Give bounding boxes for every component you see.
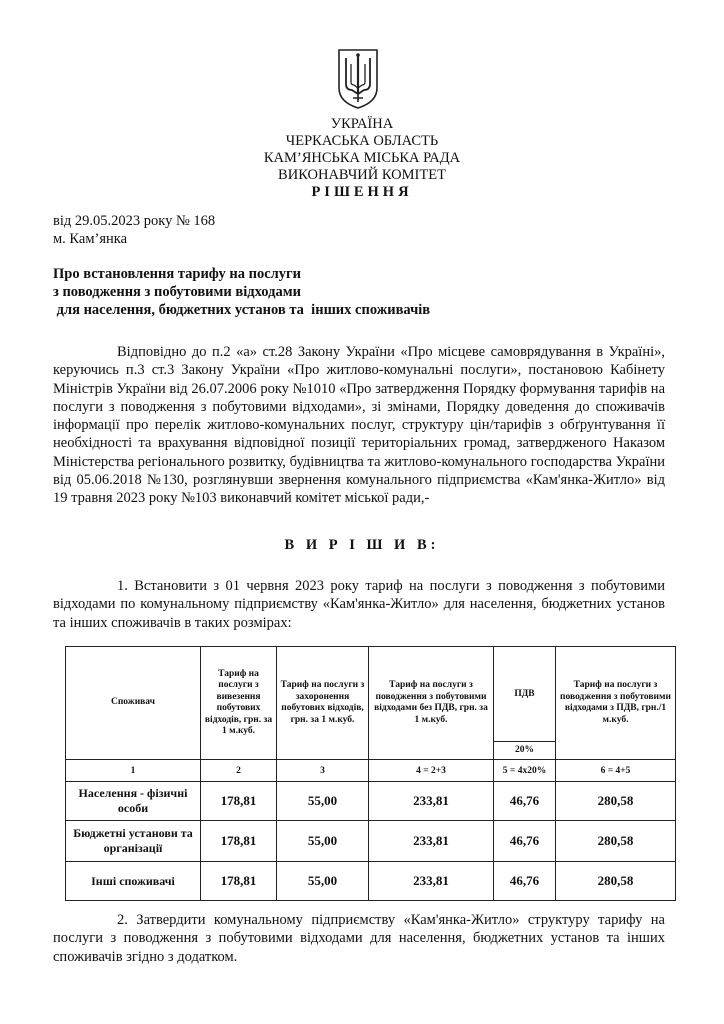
table-cell: 233,81 xyxy=(369,862,494,901)
date-number: від 29.05.2023 року № 168 xyxy=(53,213,216,229)
preamble-paragraph xyxy=(53,343,665,508)
item-1-paragraph xyxy=(53,577,665,632)
table-cell: 280,58 xyxy=(556,862,676,901)
table-cell: 233,81 xyxy=(369,821,494,862)
column-header: Тариф на послуги з поводження з побутовими відходами без ПДВ, грн. за 1 м.куб. xyxy=(369,647,494,760)
council-name: КАМ’ЯНСЬКА МІСЬКА РАДА xyxy=(263,150,461,166)
table-cell: 280,58 xyxy=(556,782,676,821)
document-header xyxy=(0,116,724,201)
consumer-name: Інші споживачі xyxy=(66,862,201,901)
column-index: 3 xyxy=(277,760,369,782)
table-cell: 55,00 xyxy=(277,821,369,862)
resolved-heading: В И Р І Ш И В: xyxy=(284,537,440,553)
column-index: 2 xyxy=(201,760,277,782)
table-cell: 178,81 xyxy=(201,782,277,821)
item-1-text: 1. Встановити з 01 червня 2023 року тариф на послуги з поводження з побутовими відходами по комунальному підприємству «Кам'янка-Житло» для населення, бюджетних установ та інших споживачів в таких розмірах: xyxy=(53,578,665,631)
coat-of-arms-icon xyxy=(337,48,379,110)
subject-line: Про встановлення тарифу на послуги xyxy=(53,266,301,282)
table-cell: 55,00 xyxy=(277,782,369,821)
table-cell: 55,00 xyxy=(277,862,369,901)
preamble-text: Відповідно до п.2 «а» ст.28 Закону України «Про місцеве самоврядування в Україні», керуючись п.3 ст.3 Закону України «Про житлово-комунальні послуги», постановою Кабінету Міністрів України від 26.07.2006 року №1010 «Про затвердження Порядку формування тарифів на послуги з поводження з побутовими відходами», зі змінами, Порядку доведення до споживачів інформації про перелік житлово-комунальних послуг, структуру цін/тарифів з обґрунтування її необхідності та врахування відповідної позиції територіальних громад, затвердженого Наказом Міністерства регіонального розвитку, будівництва та житлово-комунального господарства України від 05.06.2018 №130, розглянувши звернення комунального підприємства «Кам'янка-Житло» від 19 травня 2023 року №103 виконавчий комітет міської ради,- xyxy=(53,344,665,507)
table-cell: 233,81 xyxy=(369,782,494,821)
vat-column-header xyxy=(494,647,556,760)
committee-name: ВИКОНАВЧИЙ КОМІТЕТ xyxy=(278,167,446,183)
vat-rate: 20% xyxy=(494,741,555,759)
region-name: ЧЕРКАСЬКА ОБЛАСТЬ xyxy=(285,133,439,149)
column-header: Споживач xyxy=(66,647,201,760)
column-index: 6 = 4+5 xyxy=(556,760,676,782)
document-type: РІШЕННЯ xyxy=(311,184,413,200)
document-subject xyxy=(53,265,430,319)
tariff-table xyxy=(65,646,676,901)
item-2-text: 2. Затвердити комунальному підприємству «Кам'янка-Житло» структуру тарифу на послуги з поводження з побутовими відходами для населення, бюджетних установ та інших споживачів згідно з додатком. xyxy=(53,912,665,965)
table-cell: 178,81 xyxy=(201,862,277,901)
item-2-paragraph xyxy=(53,911,665,966)
table-cell: 46,76 xyxy=(494,821,556,862)
table-cell: 178,81 xyxy=(201,821,277,862)
column-index-row xyxy=(66,760,676,782)
consumer-name: Бюджетні установи та організації xyxy=(66,821,201,862)
column-index: 5 = 4х20% xyxy=(494,760,556,782)
column-header: Тариф на послуги з вивезення побутових відходів, грн. за 1 м.куб. xyxy=(201,647,277,760)
column-header: ПДВ xyxy=(514,689,535,699)
place: м. Кам’янка xyxy=(53,231,128,247)
table-cell: 280,58 xyxy=(556,821,676,862)
subject-line: для населення, бюджетних установ та інших споживачів xyxy=(53,302,431,318)
subject-line: з поводження з побутовими відходами xyxy=(53,284,301,300)
column-header: Тариф на послуги з захоронення побутових відходів, грн. за 1 м.куб. xyxy=(277,647,369,760)
country-name: УКРАЇНА xyxy=(330,116,394,132)
table-row xyxy=(66,782,676,821)
table-row xyxy=(66,821,676,862)
column-index: 4 = 2+3 xyxy=(369,760,494,782)
consumer-name: Населення - фізичні особи xyxy=(66,782,201,821)
column-index: 1 xyxy=(66,760,201,782)
table-header-row xyxy=(66,647,676,760)
column-header: Тариф на послуги з поводження з побутовими відходами з ПДВ, грн./1 м.куб. xyxy=(556,647,676,760)
table-cell: 46,76 xyxy=(494,862,556,901)
table-row xyxy=(66,862,676,901)
table-cell: 46,76 xyxy=(494,782,556,821)
